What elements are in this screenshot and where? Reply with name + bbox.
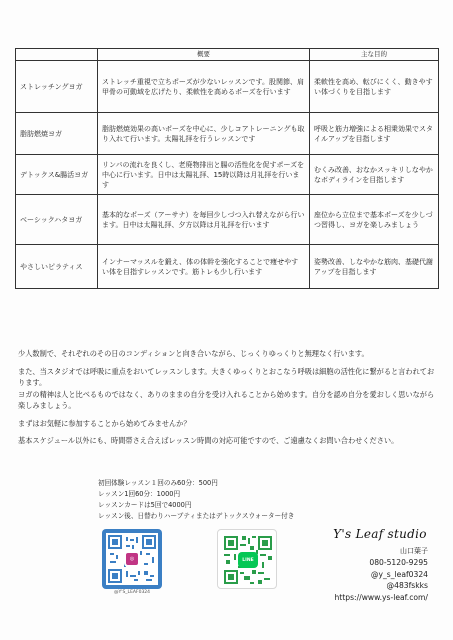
table-row xyxy=(16,245,439,289)
price-single: レッスン1回60分：1000円 xyxy=(98,489,181,498)
class-purpose: 姿勢改善、しなやかな筋肉、基礎代謝アップを目指します xyxy=(310,245,439,289)
phone-number[interactable]: 080-5120-9295 xyxy=(369,557,428,567)
header-overview: 概要 xyxy=(98,49,310,61)
paragraph-invitation: まずはお気軽に参加することから始めてみませんか？ xyxy=(18,418,191,428)
line-logo-icon: LINE xyxy=(238,552,258,568)
paragraph-schedule: 基本スケジュール以外にも、時間帯さえ合えばレッスン時間の対応可能ですので、ご遠慮なくお問い合わせください。 xyxy=(18,436,399,446)
class-purpose: 柔軟性を高め、転びにくく、動きやすい体づくりを目指します xyxy=(310,61,439,113)
class-purpose: 座位から立位まで基本ポーズを少しづつ習得し、ヨガを楽しみましょう xyxy=(310,195,439,245)
header-purpose: 主な目的 xyxy=(310,49,439,61)
line-qr[interactable] xyxy=(217,529,277,599)
line-id[interactable]: @483fskks xyxy=(386,581,428,591)
table-header-row xyxy=(16,49,439,61)
table-row xyxy=(16,195,439,245)
class-overview: リンパの流れを良くし、老廃物排出と腸の活性化を促すポーズを中心に行います。日中は太陽礼拝、15時以降は月礼拝を行います xyxy=(98,155,310,195)
price-extra: レッスン後、日替わりハーブティまたはデトックスウォーター付き xyxy=(98,511,295,520)
studio-name: Y's Leaf studio xyxy=(333,527,427,541)
paragraph-small-group: 少人数制で、それぞれのその日のコンディションと向き合いながら、じっくりゆっくりと無理なく行います。 xyxy=(18,349,369,358)
class-name: 脂肪燃焼ヨガ xyxy=(16,113,98,155)
header-blank xyxy=(16,49,98,61)
class-name: デトックス&腸活ヨガ xyxy=(16,155,98,195)
studio-logo xyxy=(318,527,442,541)
class-overview: ストレッチ重視で立ちポーズが少ないレッスンです。股関節、肩甲骨の可動域を広げたり、柔軟性を高めるポーズを行います xyxy=(98,61,310,113)
price-card: レッスンカードは5回で4000円 xyxy=(98,500,192,509)
class-purpose: むくみ改善、おなかスッキリしなやかなボディラインを目指します xyxy=(310,155,439,195)
instagram-qr-caption: @Y'S_LEAF0324 xyxy=(113,590,151,595)
instagram-handle[interactable]: @y_s_leaf0324 xyxy=(370,569,428,579)
class-overview: 脂肪燃焼効果の高いポーズを中心に、少しコアトレーニングも取り入れて行います。太陽礼拝を行うレッスンです xyxy=(98,113,310,155)
price-trial: 初回体験レッスン１回のみ60分：500円 xyxy=(98,479,218,487)
website-link[interactable]: https://www.ys-leaf.com/ xyxy=(334,593,428,603)
contact-info xyxy=(318,546,428,604)
class-name: やさしいピラティス xyxy=(16,245,98,289)
table-row xyxy=(16,61,439,113)
instagram-qr[interactable] xyxy=(102,529,162,599)
class-table xyxy=(15,48,439,289)
pricing-list xyxy=(98,478,338,522)
class-purpose: 呼吸と筋力増強による相乗効果でスタイルアップを目指します xyxy=(310,113,439,155)
table-row xyxy=(16,155,439,195)
table-row xyxy=(16,113,439,155)
class-name: ストレッチングヨガ xyxy=(16,61,98,113)
paragraph-breathing: また、当スタジオでは呼吸に重点をおいてレッスンします。大きくゆっくりとおこなう呼吸は細胞の活性化に繋がると言われております。 xyxy=(18,366,435,388)
paragraph-yoga-spirit: ヨガの精神は人と比べるものではなく、ありのままの自分を受け入れることから始めます。自分を認め自分を愛おしく思いながら楽しみましょう。 xyxy=(18,389,435,411)
intro-text xyxy=(18,348,438,453)
class-overview: 基本的なポーズ（アーサナ）を毎回少しづつ入れ替えながら行います。日中は太陽礼拝、夕方以降は月礼拝を行います xyxy=(98,195,310,245)
class-name: ベーシックハタヨガ xyxy=(16,195,98,245)
class-overview: インナーマッスルを鍛え、体の体幹を強化することで痩せやすい体を目指すレッスンです。筋トレも少し行います xyxy=(98,245,310,289)
instagram-logo-icon: ◎ xyxy=(124,551,140,567)
owner-name: 山口葉子 xyxy=(400,547,428,555)
